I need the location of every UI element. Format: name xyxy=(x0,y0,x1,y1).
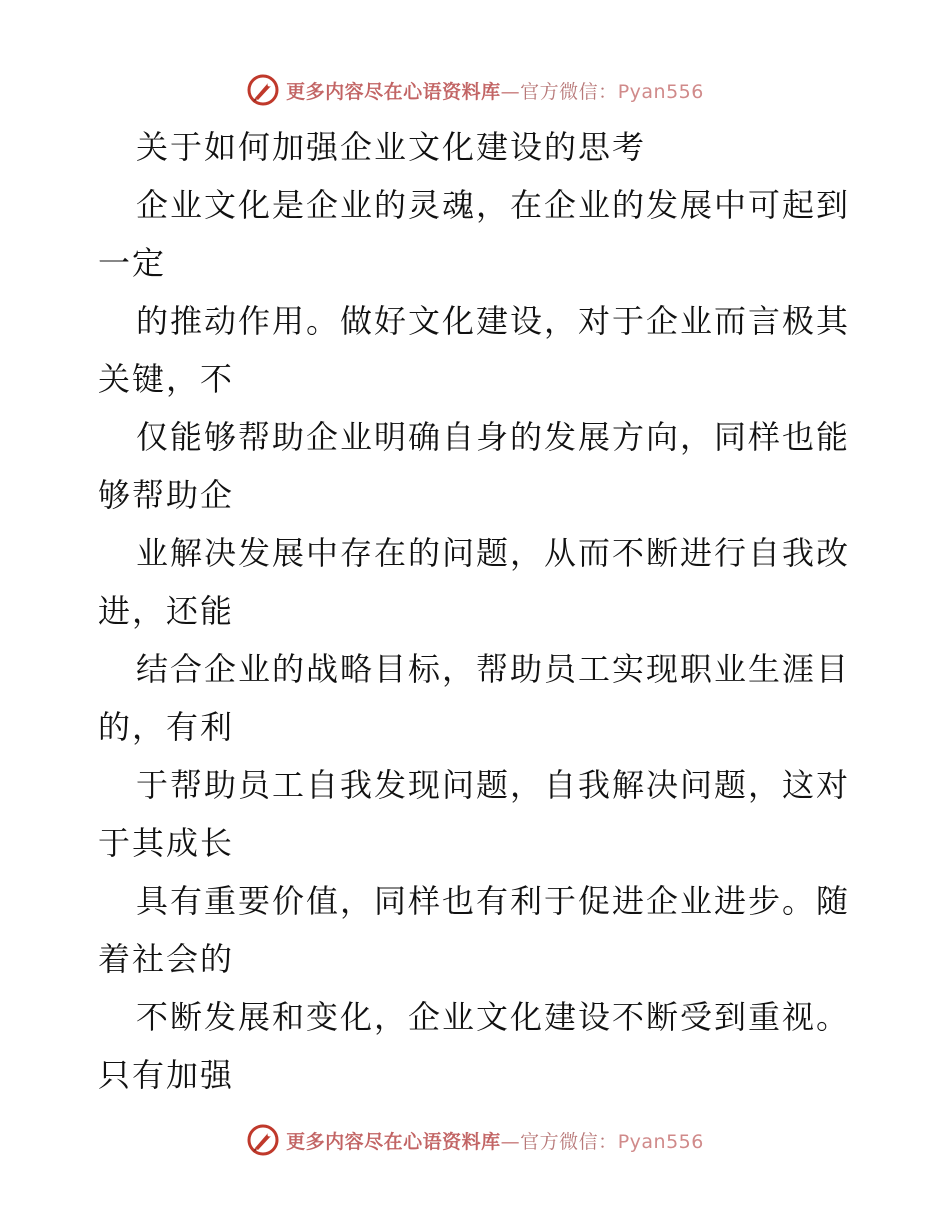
pen-logo-icon xyxy=(246,73,280,107)
header-banner xyxy=(0,70,950,110)
footer-wechat-label: 官方微信： xyxy=(520,1130,618,1153)
paragraph-line: 一定 xyxy=(98,244,167,282)
footer-site-text: 更多内容尽在心语资料库 xyxy=(286,1130,501,1153)
footer-wechat-id: Pyan556 xyxy=(617,1130,704,1153)
paragraph-line: 具有重要价值，同样也有利于促进企业进步。随 xyxy=(136,882,851,920)
paragraph-line: 业解决发展中存在的问题，从而不断进行自我改 xyxy=(136,534,851,572)
paragraph-line: 于其成长 xyxy=(98,824,235,862)
header-separator: — xyxy=(500,80,521,103)
document-body xyxy=(98,118,858,1104)
paragraph-line: 的，有利 xyxy=(98,708,235,746)
footer-separator: — xyxy=(500,1130,521,1153)
paragraph-line: 进，还能 xyxy=(98,592,235,630)
paragraph-line: 不断发展和变化，企业文化建设不断受到重视。 xyxy=(136,998,851,1036)
footer-banner-text xyxy=(286,1127,704,1154)
header-site-text: 更多内容尽在心语资料库 xyxy=(286,80,501,103)
document-title: 关于如何加强企业文化建设的思考 xyxy=(136,128,647,166)
paragraph-line: 够帮助企 xyxy=(98,476,235,514)
paragraph-line: 着社会的 xyxy=(98,940,235,978)
header-banner-text xyxy=(286,77,704,104)
paragraph-line: 只有加强 xyxy=(98,1056,235,1094)
paragraph-line: 于帮助员工自我发现问题，自我解决问题，这对 xyxy=(136,766,851,804)
paragraph-line: 关键，不 xyxy=(98,360,235,398)
pen-logo-icon xyxy=(246,1123,280,1157)
paragraph-line: 结合企业的战略目标，帮助员工实现职业生涯目 xyxy=(136,650,851,688)
header-wechat-label: 官方微信： xyxy=(520,80,618,103)
paragraph-line: 的推动作用。做好文化建设，对于企业而言极其 xyxy=(136,302,851,340)
footer-banner xyxy=(0,1120,950,1160)
paragraph-line: 仅能够帮助企业明确自身的发展方向，同样也能 xyxy=(136,418,851,456)
paragraph-line: 企业文化是企业的灵魂，在企业的发展中可起到 xyxy=(136,186,851,224)
header-wechat-id: Pyan556 xyxy=(617,80,704,103)
